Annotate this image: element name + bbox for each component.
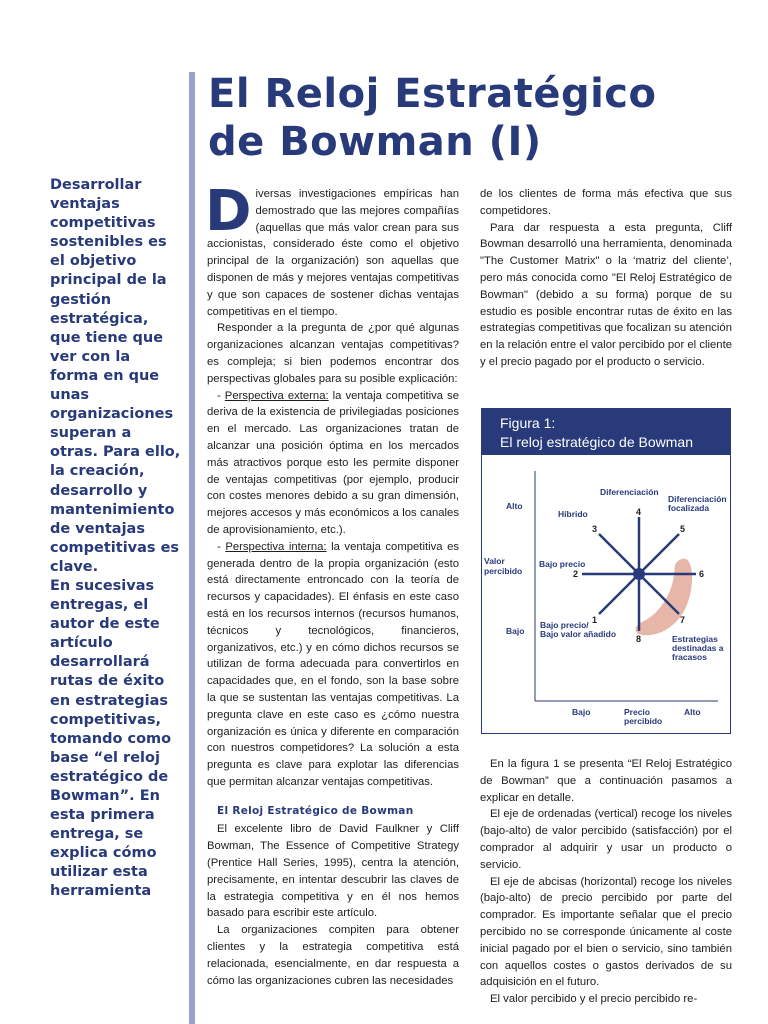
x-axis-title-1: Precio (624, 707, 650, 717)
x-axis-low: Bajo (572, 707, 591, 717)
body-paragraph: En la figura 1 se presenta “El Reloj Estratégico de Bowman” que a continuación pasamos a explicar en detalle. (480, 758, 732, 804)
spoke-number-3: 3 (592, 524, 598, 534)
body-column-2 (480, 186, 732, 371)
body-paragraph: Para dar respuesta a esta pregunta, Cliff Bowman desarrolló una herramienta, denominada "The Customer Matrix" o la ‘matriz del cliente’, pero más conocida como "El Reloj Estratégico de Bowman" (debido a su forma) porque de su estudio es posible encontrar rutas de éxito en las estrategias competitivas que focalizan su atención en la relación entre el valor percibido por el cliente y el precio pagado por el producto o servicio. (480, 221, 732, 368)
label-diferenciacion: Diferenciación (600, 487, 659, 497)
label-estrategias-fracaso-1: Estrategias (672, 634, 718, 644)
label-hibrido: Híbrido (558, 509, 588, 519)
label-diferenciacion-focalizada-2: focalizada (668, 503, 710, 513)
label-bajo-precio-valor-1: Bajo precio/ (540, 620, 589, 630)
spoke-3 (599, 534, 639, 574)
body-paragraph: Diversas investigaciones empíricas han demostrado que las mejores compañías (aquellas que más valor crean para sus accionistas, considerado éste como el objetivo principal de la organización) son aquellas que disponen de más y mejores ventajas competitivas y que son capaces de sostener dichas ventajas competitivas en el tiempo. (205, 179, 459, 318)
spoke-number-4: 4 (636, 507, 642, 517)
figure-title: El reloj estratégico de Bowman (500, 434, 693, 450)
spoke-5 (639, 534, 679, 574)
sidebar-summary (50, 176, 182, 902)
drop-cap: D (205, 179, 252, 244)
label-estrategias-fracaso-3: fracasos (672, 652, 707, 662)
term-perspectiva-externa: Perspectiva externa: (224, 389, 329, 402)
section-heading: El Reloj Estratégico de Bowman (217, 804, 414, 817)
body-column-2-continued (480, 756, 732, 1008)
label-estrategias-fracaso-2: destinadas a (672, 643, 724, 653)
body-paragraph: El valor percibido y el precio percibido re- (490, 993, 698, 1006)
figure-bowman-clock (481, 408, 731, 734)
body-paragraph: El eje de ordenadas (vertical) recoge los niveles (bajo-alto) de valor percibido (satisfacción) por el comprador al adquirir y usar un producto o servicio. (480, 808, 732, 871)
body-paragraph: El excelente libro de David Faulkner y Cliff Bowman, The Essence of Competitive Strategy (Prentice Hall Series, 1995), centra la atención, precisamente, en intentar descubrir las claves de la estrategia competitiva y en él nos hemos basado para escribir este artículo. (207, 823, 459, 920)
spoke-1 (599, 574, 639, 614)
title-line-1: El Reloj Estratégico (208, 71, 657, 117)
y-axis-low: Bajo (506, 626, 525, 636)
x-axis-high: Alto (684, 707, 701, 717)
clock-center (633, 568, 645, 580)
sidebar-paragraph-1: Desarrollar ventajas competitivas sostenibles es el objetivo principal de la gestión estratégica, que tiene que ver con la forma en que unas organizaciones superan a otras. Para ello, la creación, desarrollo y mantenimiento de ventajas competitivas es clave. (50, 177, 181, 575)
spoke-number-2: 2 (573, 569, 579, 579)
bowman-clock-diagram (482, 409, 732, 735)
body-paragraph: - Perspectiva interna: la ventaja competitiva es generada dentro de la propia organización (esto está directamente entroncado con la teoría de recursos y capacidades). El énfasis en este caso está en los recursos internos (recursos humanos, técnicos y tecnológicos, financieros, organizativos, etc.) y en cómo dichos recursos se utilizan de forma adecuada para convertirlos en capacidades que, en el fondo, son la base sobre la que se sustentan las ventajas competitivas. La pregunta clave en este caso es ¿cómo nuestra organización es única y diferente en comparación con nuestros competidores? La solución a esta pregunta es clave para explotar las diferencias que permitan alcanzar ventajas competitivas. (207, 540, 460, 788)
term-perspectiva-interna: Perspectiva interna: (225, 540, 327, 553)
body-column-1 (205, 179, 460, 989)
body-paragraph: La organizaciones compiten para obtener clientes y la estrategia competitiva está relacionada, esencialmente, en dar respuesta a cómo las organizaciones cubren las necesidades (207, 924, 459, 987)
body-paragraph: - Perspectiva externa: la ventaja competitiva se deriva de la existencia de privilegiadas posiciones en el mercado. Las organizaciones tratan de alcanzar una posición óptima en los mercados más atractivos porque esto les permite disponer de ventajas competitivas (por ejemplo, producir con costes menores debido a su gran dimensión, mejores accesos y más económicos a los canales de aprovisionamiento, etc.). (207, 389, 459, 536)
body-paragraph: de los clientes de forma más efectiva que sus competidores. (480, 188, 732, 217)
y-axis-title-2: percibido (484, 566, 523, 576)
body-paragraph: Responder a la pregunta de ¿por qué algunas organizaciones alcanzan ventajas competitivas? es compleja; si bien podemos encontrar dos perspectivas globales para su posible explicación: (207, 322, 459, 385)
sidebar-paragraph-2: En sucesivas entregas, el autor de este artículo desarrollará rutas de éxito en estrategias competitivas, tomando como base “el reloj estratégico de Bowman”. En esta primera entrega, se explica cómo utilizar esta herramienta (50, 577, 172, 900)
spoke-number-6: 6 (699, 569, 705, 579)
label-bajo-precio-valor-2: Bajo valor añadido (540, 629, 617, 639)
spoke-number-5: 5 (680, 524, 686, 534)
vertical-divider-bar (189, 72, 195, 1024)
y-axis-title-1: Valor (484, 556, 505, 566)
label-bajo-precio: Bajo precio (539, 559, 586, 569)
spoke-number-8: 8 (636, 634, 642, 644)
title-line-2: de Bowman (I) (208, 119, 542, 165)
spoke-number-1: 1 (592, 615, 598, 625)
x-axis-title-2: percibido (624, 716, 663, 726)
body-paragraph: El eje de abcisas (horizontal) recoge los niveles (bajo-alto) de precio percibido por parte del comprador. Es importante señalar que el precio percibido no se corresponde únicamente al coste inicial pagado por el bien o servicio, sino también con aquellos costes o gastos derivados de su adquisición en el futuro. (480, 875, 732, 989)
article-title (208, 70, 656, 166)
figure-label: Figura 1: (500, 415, 556, 431)
spoke-number-7: 7 (680, 615, 686, 625)
y-axis-high: Alto (506, 501, 523, 511)
label-diferenciacion-focalizada-1: Diferenciación (668, 494, 727, 504)
